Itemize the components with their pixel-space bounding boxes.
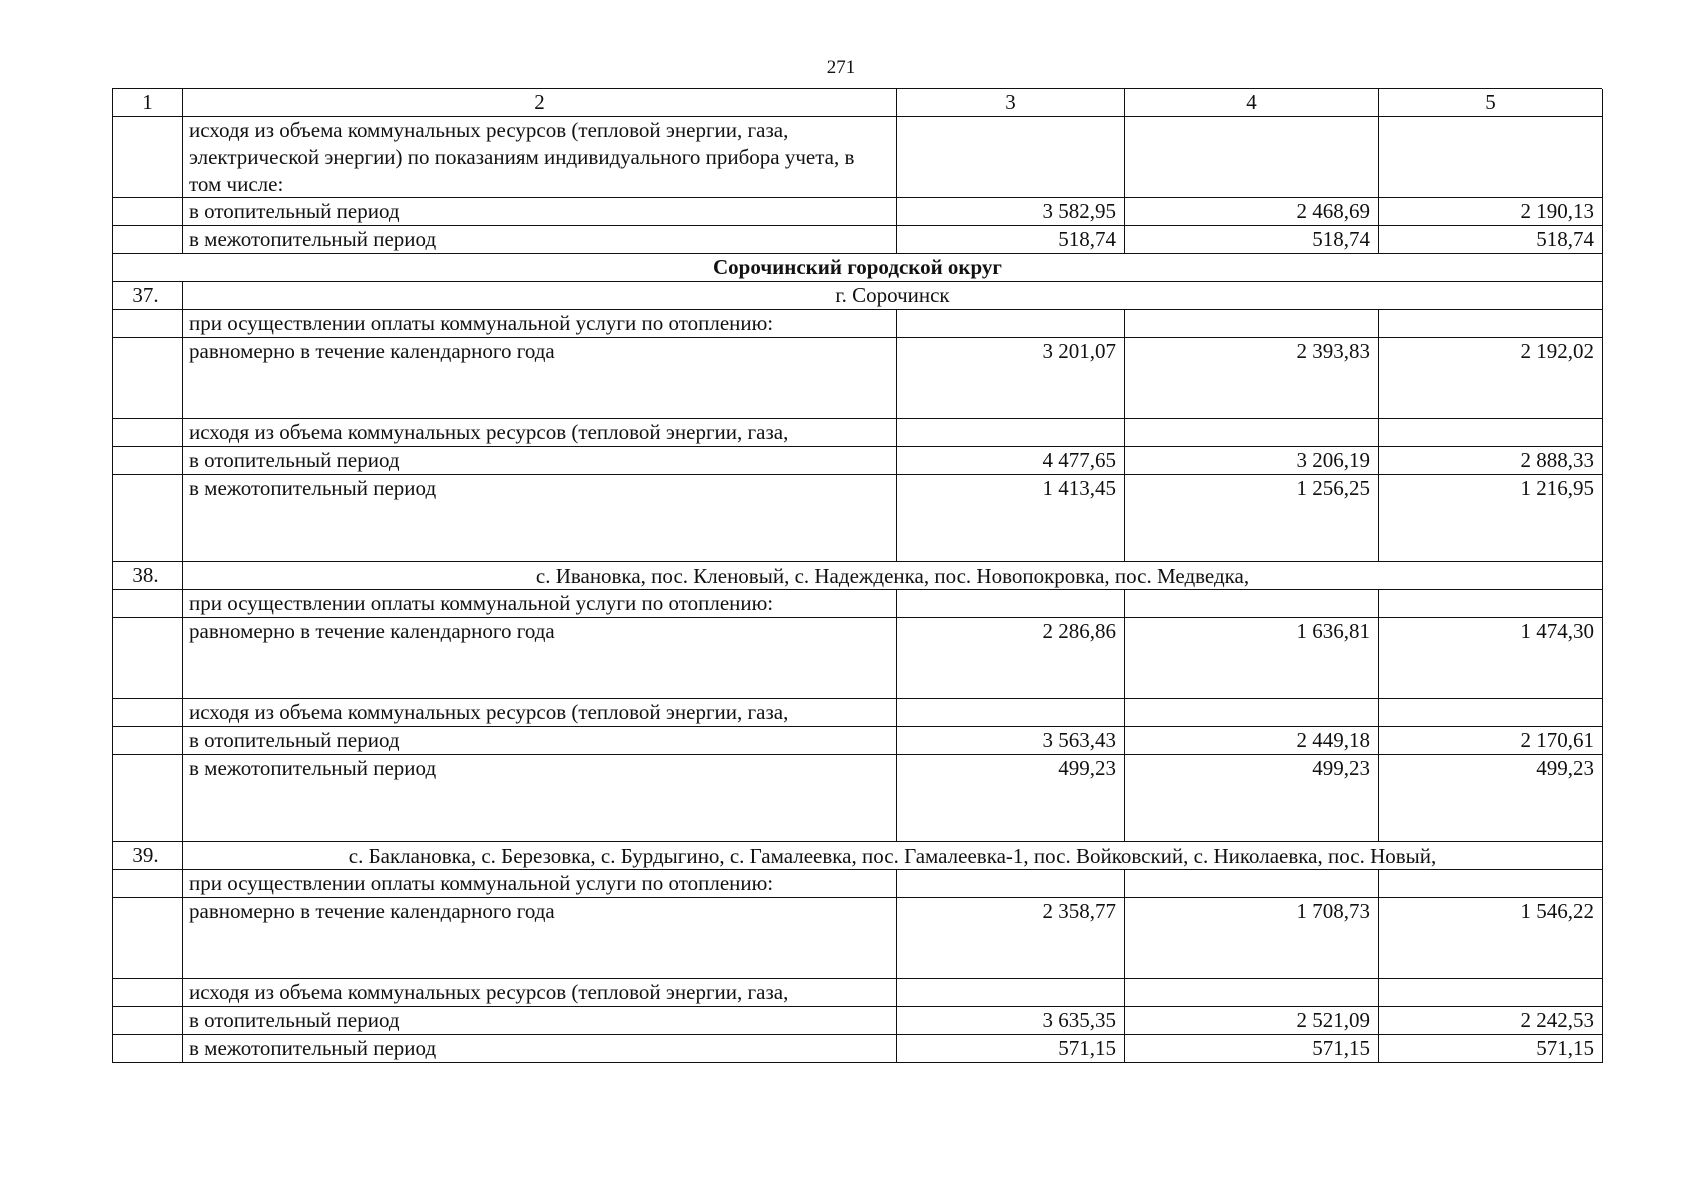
value-cell: 499,23: [897, 755, 1125, 842]
row-index: [113, 117, 183, 198]
value-cell: [1379, 419, 1603, 447]
row-label: в отопительный период: [183, 727, 897, 755]
row-index: 37.: [113, 282, 183, 310]
value-cell: [1125, 590, 1379, 618]
row-label: при осуществлении оплаты коммунальной услуги по отоплению:: [183, 870, 897, 898]
value-cell: 2 521,09: [1125, 1007, 1379, 1035]
page-number: 271: [826, 57, 856, 78]
row-index: [113, 870, 183, 898]
value-cell: [1125, 419, 1379, 447]
column-header: 5: [1379, 89, 1603, 117]
row-label: в межотопительный период: [183, 755, 897, 842]
value-cell: [897, 870, 1125, 898]
row-label: в отопительный период: [183, 1007, 897, 1035]
row-index: [113, 898, 183, 979]
value-cell: [1379, 590, 1603, 618]
value-cell: 1 546,22: [1379, 898, 1603, 979]
row-label: равномерно в течение календарного года: [183, 338, 897, 419]
value-cell: 499,23: [1379, 755, 1603, 842]
value-cell: 3 563,43: [897, 727, 1125, 755]
value-cell: 2 190,13: [1379, 198, 1603, 226]
value-cell: 2 358,77: [897, 898, 1125, 979]
row-index: [113, 727, 183, 755]
value-cell: [1125, 117, 1379, 198]
value-cell: 1 708,73: [1125, 898, 1379, 979]
row-index: [113, 755, 183, 842]
value-cell: 571,15: [897, 1035, 1125, 1063]
value-cell: 518,74: [1125, 226, 1379, 254]
value-cell: [897, 979, 1125, 1007]
value-cell: 1 413,45: [897, 475, 1125, 562]
row-label: исходя из объема коммунальных ресурсов (тепловой энергии, газа, электрической энергии) по показаниям индивидуального прибора учета, в том числе:: [183, 117, 897, 198]
row-label: при осуществлении оплаты коммунальной услуги по отоплению:: [183, 590, 897, 618]
row-label: исходя из объема коммунальных ресурсов (тепловой энергии, газа,: [183, 979, 897, 1007]
locality-name: с. Бакланoвка, с. Березовка, с. Бурдыгино, с. Гамалеевка, пос. Гамалеевка-1, пос. Войковский, с. Николаевка, пос. Новый,: [183, 842, 1603, 870]
column-header: 1: [113, 89, 183, 117]
row-label: исходя из объема коммунальных ресурсов (тепловой энергии, газа,: [183, 419, 897, 447]
tariff-table: [112, 88, 1602, 1063]
row-label: равномерно в течение календарного года: [183, 618, 897, 699]
row-index: [113, 226, 183, 254]
row-index: [113, 1035, 183, 1063]
column-header: 2: [183, 89, 897, 117]
value-cell: [1379, 699, 1603, 727]
row-index: [113, 198, 183, 226]
value-cell: 1 636,81: [1125, 618, 1379, 699]
value-cell: 2 888,33: [1379, 447, 1603, 475]
row-label: в межотопительный период: [183, 226, 897, 254]
locality-name: г. Сорочинск: [183, 282, 1603, 310]
value-cell: 2 468,69: [1125, 198, 1379, 226]
row-index: [113, 699, 183, 727]
row-label: в межотопительный период: [183, 1035, 897, 1063]
value-cell: 2 449,18: [1125, 727, 1379, 755]
value-cell: [1125, 310, 1379, 338]
row-index: 39.: [113, 842, 183, 870]
value-cell: [1379, 310, 1603, 338]
value-cell: 2 170,61: [1379, 727, 1603, 755]
column-header: 3: [897, 89, 1125, 117]
value-cell: 2 192,02: [1379, 338, 1603, 419]
row-index: [113, 475, 183, 562]
row-label: в отопительный период: [183, 198, 897, 226]
value-cell: [1125, 979, 1379, 1007]
value-cell: [897, 699, 1125, 727]
value-cell: [1379, 979, 1603, 1007]
value-cell: 3 206,19: [1125, 447, 1379, 475]
value-cell: [897, 310, 1125, 338]
value-cell: 2 286,86: [897, 618, 1125, 699]
value-cell: 3 635,35: [897, 1007, 1125, 1035]
row-index: [113, 338, 183, 419]
locality-name: с. Ивановка, пос. Кленовый, с. Надежденка, пос. Новопокровка, пос. Медведка,: [183, 562, 1603, 590]
value-cell: 518,74: [1379, 226, 1603, 254]
row-label: равномерно в течение календарного года: [183, 898, 897, 979]
value-cell: [1379, 870, 1603, 898]
row-label: исходя из объема коммунальных ресурсов (тепловой энергии, газа,: [183, 699, 897, 727]
value-cell: 3 582,95: [897, 198, 1125, 226]
value-cell: 1 474,30: [1379, 618, 1603, 699]
row-index: [113, 590, 183, 618]
column-header: 4: [1125, 89, 1379, 117]
value-cell: 518,74: [897, 226, 1125, 254]
row-label: при осуществлении оплаты коммунальной услуги по отоплению:: [183, 310, 897, 338]
row-index: [113, 979, 183, 1007]
value-cell: [897, 590, 1125, 618]
row-index: [113, 447, 183, 475]
value-cell: 571,15: [1125, 1035, 1379, 1063]
value-cell: [897, 117, 1125, 198]
row-label: в межотопительный период: [183, 475, 897, 562]
value-cell: 4 477,65: [897, 447, 1125, 475]
row-index: [113, 618, 183, 699]
value-cell: 1 256,25: [1125, 475, 1379, 562]
value-cell: [1125, 699, 1379, 727]
row-label: в отопительный период: [183, 447, 897, 475]
row-index: [113, 1007, 183, 1035]
value-cell: 2 242,53: [1379, 1007, 1603, 1035]
value-cell: [1125, 870, 1379, 898]
row-index: [113, 419, 183, 447]
row-index: 38.: [113, 562, 183, 590]
value-cell: 1 216,95: [1379, 475, 1603, 562]
value-cell: [1379, 117, 1603, 198]
row-index: [113, 310, 183, 338]
value-cell: [897, 419, 1125, 447]
section-title: Сорочинский городской округ: [113, 254, 1603, 282]
value-cell: 3 201,07: [897, 338, 1125, 419]
value-cell: 571,15: [1379, 1035, 1603, 1063]
value-cell: 499,23: [1125, 755, 1379, 842]
value-cell: 2 393,83: [1125, 338, 1379, 419]
